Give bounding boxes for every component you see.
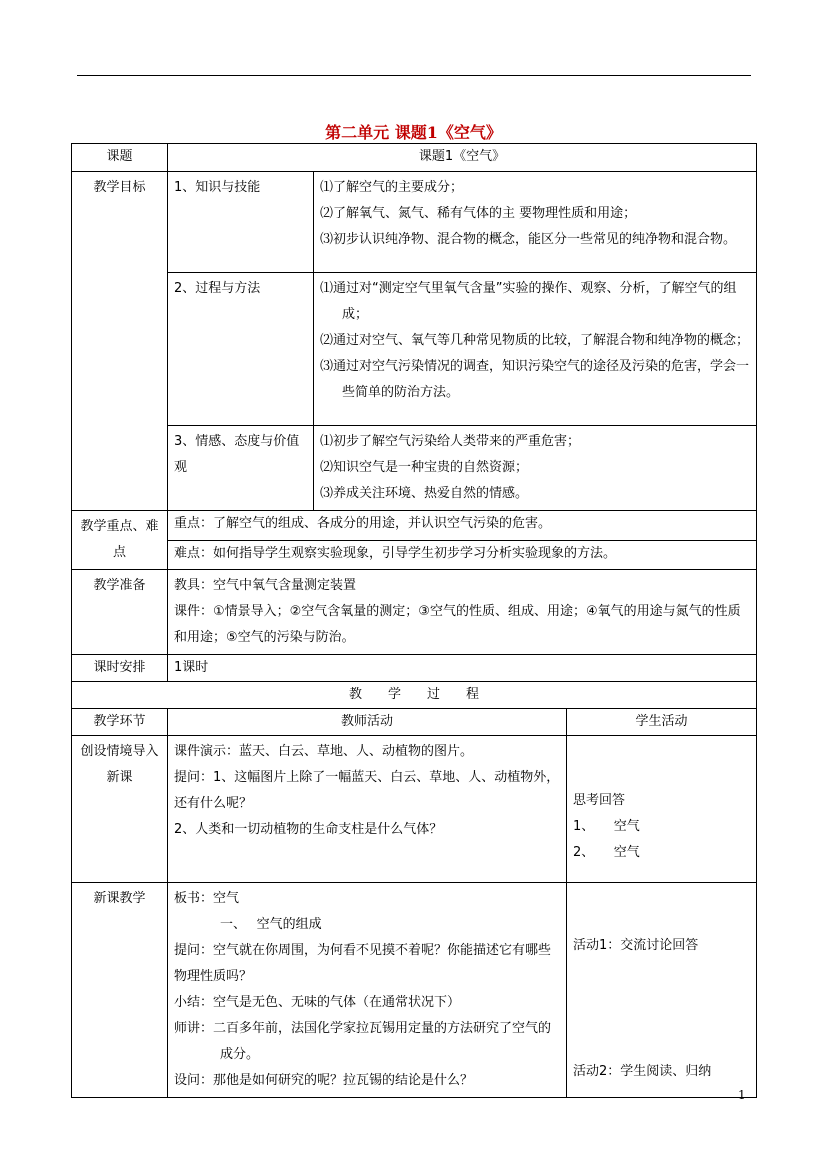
teacher-line: 板书：空气 (174, 891, 240, 906)
stage-new: 新课教学 (72, 883, 168, 1098)
teacher-line: 课件演示：蓝天、白云、草地、人、动植物的图片。 (174, 744, 474, 759)
col-stage-header: 教学环节 (72, 709, 168, 736)
teacher-line: 2、人类和一切动植物的生命支柱是什么气体？ (174, 822, 443, 837)
topic-label: 课题 (72, 144, 168, 172)
goal2-label: 2、过程与方法 (168, 273, 314, 426)
difficulty-text: 难点：如何指导学生观察实验现象，引导学生初步学习分析实验现象的方法。 (168, 540, 757, 570)
teacher-line: 提问：1、这幅图片上除了一幅蓝天、白云、草地、人、动植物外，还有什么呢？ (174, 770, 560, 811)
student-line: 活动1：交流讨论回答 (573, 938, 699, 953)
page-number: 1 (738, 1088, 746, 1102)
lesson-plan-table (71, 143, 757, 1098)
goal3-content (314, 426, 757, 511)
student-line: 活动2：学生阅读、归纳 (573, 1064, 712, 1079)
prep-label: 教学准备 (72, 570, 168, 655)
table-row (72, 273, 757, 426)
goal1-content (314, 172, 757, 273)
table-row (72, 570, 757, 655)
process-heading: 教 学 过 程 (72, 682, 757, 709)
table-row (72, 736, 757, 883)
page-title: 第二单元 课题1《空气》 (325, 123, 502, 142)
objectives-label: 教学目标 (72, 172, 168, 511)
table-row (72, 172, 757, 273)
teacher-line: 一、 空气的组成 (220, 917, 322, 932)
teacher-line: 设问：那他是如何研究的呢？拉瓦锡的结论是什么？ (174, 1073, 474, 1088)
teacher-line: 小结：空气是无色、无味的气体（在通常状况下） (174, 995, 461, 1010)
goal2-item: ⑴通过对“测定空气里氧气含量”实验的操作、观察、分析，了解空气的组成； (320, 281, 737, 322)
prep-content (168, 570, 757, 655)
topic-value: 课题1《空气》 (168, 144, 757, 172)
goal3-item: ⑶养成关注环境、热爱自然的情感。 (320, 486, 529, 501)
table-row (72, 883, 757, 1098)
keypoint-text: 重点：了解空气的组成、各成分的用途，并认识空气污染的危害。 (168, 511, 757, 541)
student-line: 2、 空气 (573, 845, 640, 860)
student-line: 思考回答 (573, 793, 626, 808)
goal1-item: ⑶初步认识纯净物、混合物的概念，能区分一些常见的纯净物和混合物。 (320, 232, 737, 247)
student-intro (567, 736, 757, 883)
teacher-line: 提问：空气就在你周围，为何看不见摸不着呢？你能描述它有哪些物理性质吗？ (174, 943, 552, 984)
stage-intro: 创设情境导入新课 (72, 736, 168, 883)
table-row (72, 426, 757, 511)
header-rule (77, 75, 751, 76)
teacher-intro (168, 736, 567, 883)
prep-tools: 教具：空气中氧气含量测定装置 (174, 578, 357, 593)
student-new (567, 883, 757, 1098)
table-row (72, 655, 757, 682)
table-row (72, 709, 757, 736)
goal2-item: ⑵通过对空气、氧气等几种常见物质的比较，了解混合物和纯净物的概念； (320, 333, 750, 348)
goal1-item: ⑵了解氧气、氮气、稀有气体的主 要物理性质和用途； (320, 206, 637, 221)
goal3-label: 3、情感、态度与价值观 (168, 426, 314, 511)
hours-value: 1课时 (168, 655, 757, 682)
col-student-header: 学生活动 (567, 709, 757, 736)
col-teacher-header: 教师活动 (168, 709, 567, 736)
hours-label: 课时安排 (72, 655, 168, 682)
goal1-item: ⑴了解空气的主要成分； (320, 180, 464, 195)
table-row (72, 511, 757, 541)
table-row (72, 540, 757, 570)
teacher-line: 师讲：二百多年前，法国化学家拉瓦锡用定量的方法研究了空气的成分。 (174, 1021, 552, 1062)
teacher-new (168, 883, 567, 1098)
goal1-label: 1、知识与技能 (168, 172, 314, 273)
goal3-item: ⑵知识空气是一种宝贵的自然资源； (320, 460, 529, 475)
student-line: 1、 空气 (573, 819, 640, 834)
goal2-item: ⑶通过对空气污染情况的调查，知识污染空气的途径及污染的危害，学会一些简单的防治方法。 (320, 359, 750, 400)
table-row (72, 144, 757, 172)
goal2-content (314, 273, 757, 426)
keypoints-label: 教学重点、难点 (72, 511, 168, 570)
prep-courseware: 课件：①情景导入；②空气含氧量的测定；③空气的性质、组成、用途；④氧气的用途与氮气的性质和用途；⑤空气的污染与防治。 (174, 604, 741, 645)
table-row (72, 682, 757, 709)
goal3-item: ⑴初步了解空气污染给人类带来的严重危害； (320, 434, 581, 449)
